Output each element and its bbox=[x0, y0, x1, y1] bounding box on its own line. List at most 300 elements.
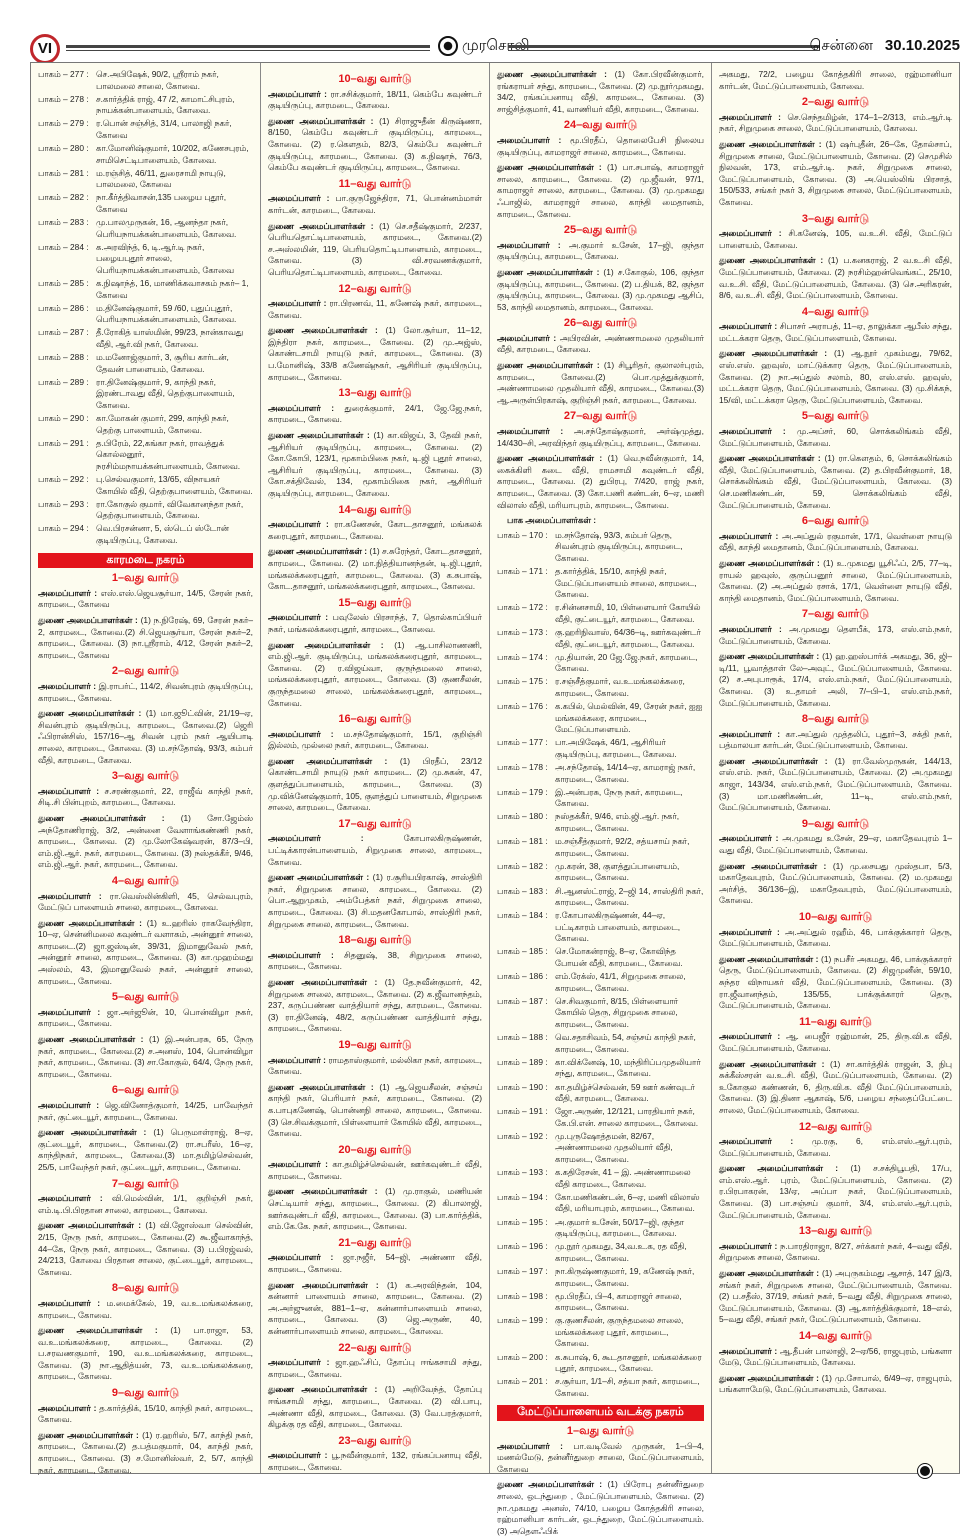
role-label: அமைப்பாளர் : bbox=[268, 298, 327, 309]
organizer-paragraph bbox=[38, 786, 253, 809]
booth-number: பாகம் – 294 : bbox=[38, 523, 89, 534]
role-label: அமைப்பாளர் : bbox=[719, 321, 778, 332]
booth-number: பாகம் – 286 : bbox=[38, 302, 89, 313]
booth-organizer: கா.விக்னேஷ், 10, மந்திரிப்பமுதலியார் சந்து, காரமடை, கோவை. bbox=[555, 1056, 701, 1079]
role-label: அமைப்பாளர் : bbox=[497, 426, 564, 437]
booth-number: பாகம் – 283 : bbox=[38, 217, 89, 228]
organizer-details: அகமது, 72/2, பழைய கோத்தகிரி சாலை, ரஹ்மானியா கார்டன், மேட்டுப்பாளையம், கோவை. bbox=[719, 69, 952, 91]
booth-number: பாகம் – 176 : bbox=[497, 701, 548, 712]
organizer-details: (1) சா.கார்த்திக் ராஜன், 3, நிபு சுக்கீஸ்சரன் வ.உ.சி. வீதி, மேட்டுப்பாளையம், கோவை. (2) உகோகுல கண்ணன், 6, திரு.வி.க. வீதி மேட்டுப்பாளையம், கோவை. (3) இ.தினா ஆகாஷ், 5/6, பழைய சந்தைப்பேட்டை சாலை, மேட்டுப்பாளையம், கோவை. bbox=[719, 1058, 953, 1115]
role-label: துணை அமைப்பாளர்கள் : bbox=[719, 651, 820, 662]
role-label: அமைப்பாளர் : bbox=[719, 623, 782, 634]
ward-heading: 19–வது வார்டு bbox=[338, 1038, 412, 1051]
organizer-paragraph bbox=[719, 255, 952, 301]
booth-number: பாகம் – 187 : bbox=[497, 995, 548, 1006]
booth-organizer: க.அரவிந்த், 6, டி.ஆர்.டி நகர், பழையபுதூர் சாலை, பெரியநாயக்கன்பாளையம், கோவை bbox=[96, 241, 235, 275]
role-label: அமைப்பாளர் : bbox=[497, 1440, 563, 1451]
organizer-paragraph bbox=[719, 321, 952, 344]
role-label: அமைப்பாளர் : bbox=[268, 1252, 334, 1263]
page-marker-icon bbox=[918, 1464, 932, 1478]
booth-organizer: சி.ஆனஸ்ட்ராஜ், 2–ஜி 14, சாஸ்திரி நகர், காரமடை, கோவை. bbox=[555, 885, 704, 908]
ward-heading: 24–வது வார்டு bbox=[563, 119, 638, 132]
booth-number: பாகம் – 188 : bbox=[497, 1032, 548, 1043]
organizer-details: இ.ராபர்ட், 114/2, சிவன்புரம் குடியிருப்பு, காரமடை, கோவை. bbox=[38, 681, 253, 703]
booth-number: பாகம் – 281 : bbox=[38, 167, 89, 178]
organizer-paragraph bbox=[268, 193, 482, 216]
ward-heading: 14–வது வார்டு bbox=[798, 1330, 873, 1342]
organizer-paragraph bbox=[719, 1136, 952, 1159]
organizer-paragraph bbox=[268, 729, 482, 752]
organizer-details: (1) கோ.பிரவீன்குமார், ரங்கராயர் சந்து, காரமடை, கோவை. (2) மு.நூர்முகமது, 34/2, ரங்கப்பனாயு வீதி, காரமடை, கோவை. (3) சாஜ்சித்குமார், 41, வாணியர் வீதி, காரமடை, கோவை. bbox=[497, 69, 705, 114]
organizer-paragraph bbox=[268, 221, 482, 279]
booth-entry bbox=[497, 627, 704, 650]
organizer-paragraph bbox=[268, 1186, 482, 1232]
organizer-details: (1) ச.சக்திபூபதி, 17/ப, எம்.எஸ்.ஆர். புரம், மேட்டுப்பாளையம், கோவை. (2) ர.பிரபாகரன், 13/ஏ, அப்பா நகர், மேட்டுப்பாளையம், கோவை. (3) பா.சஞ்சய் குமார், 3/4, எம்.எஸ்.ஆர்.புரம், மேட்டுப்பாளையம், கோவை. bbox=[719, 1163, 953, 1220]
organizer-details: (1) ஆ.நூர் முகம்மது, 79/62, எஸ்.எஸ். ஹவுஸ், மாட்டுக்கார தெரு, மேட்டுப்பாளையம், கோவை. (2) நா.அப்துல் சலாம், 80, எஸ்.எஸ். ஹவுஸ், மட்டக்கரா தெரு, மேட்டுப்பாளையம், கோவை. (3) மு.சிக்கந், 15/வி, மட்டக்கரா தெரு, மேட்டுப்பாளையம், கோவை. bbox=[719, 348, 953, 405]
booth-entry bbox=[497, 1167, 704, 1190]
organizer-paragraph bbox=[38, 813, 253, 871]
organizer-paragraph bbox=[719, 1268, 952, 1326]
booth-entry bbox=[38, 352, 253, 375]
organizer-paragraph bbox=[38, 681, 253, 704]
booth-number: பாகம் – 194 : bbox=[497, 1191, 548, 1202]
organizer-details: ஜா.நஜீர், 54–ஜி, அண்ணா வீதி, காரமடை, கோவை. bbox=[268, 1252, 482, 1275]
booth-entry bbox=[497, 1217, 704, 1240]
role-label: அமைப்பாளர் : bbox=[268, 728, 334, 739]
organizer-paragraph bbox=[719, 69, 952, 92]
organizer-details: சி.கனேஷ், 105, வ.உ.சி. வீதி, மேட்டுப் பாளையம், கோவை. bbox=[719, 228, 952, 250]
organizer-details: பா.வடிவேல் முருகன், 1–பி–4, மணல்மேடு, தன்னீர்துறை சாலை, மேட்டுப்பாளையம், கோவை bbox=[497, 1440, 704, 1474]
organizer-details: (1) பா.சபாஷ், காமராஜர் சாலை, காரமடை, கோவை. (2) மு.ஜீவன், 97/1, காமராஜர் சாலை, காரமடை, கோவை. (3) மு.முகமது ஃபாஜில், காமராஜர் சாலை, காந்தி மைதானம், காரமடை, கோவை. bbox=[497, 162, 705, 219]
organizer-paragraph bbox=[38, 918, 253, 988]
booth-number: பாகம் – 201 : bbox=[497, 1376, 548, 1387]
booth-number: பாகம் – 179 : bbox=[497, 786, 548, 797]
ward-heading: 17–வது வார்டு bbox=[338, 817, 412, 830]
role-label: துணை அமைப்பாளர்கள் : bbox=[268, 976, 378, 987]
organizer-paragraph bbox=[38, 1430, 253, 1476]
role-label: அமைப்பாளர் : bbox=[497, 239, 561, 250]
booth-entry bbox=[497, 602, 704, 625]
ward-heading: 12–வது வார்டு bbox=[338, 282, 412, 295]
booth-entry bbox=[497, 1032, 704, 1055]
organizer-details: (1) ர.ஹரிஸ், 5/7, காந்தி நகர், காரமடை, கோவை.(2) த.பத்மகுமார், 04, காந்தி நகர், காரமடை, கோவை. (3) ச.மோனிஸ்வர், 2, 5/7, காந்தி நகர், காரமடை, கோவை. bbox=[38, 1429, 253, 1475]
role-label: அமைப்பாளர் : bbox=[38, 681, 97, 691]
ward-heading: 4–வது வார்டு bbox=[801, 305, 870, 318]
role-label: துணை அமைப்பாளர்கள் : bbox=[497, 1479, 603, 1490]
role-label: அமைப்பாளர் : bbox=[719, 1136, 794, 1147]
ward-heading: 10–வது வார்டு bbox=[798, 911, 873, 923]
organizer-details: (1) உ.ஹரிஸ் ராகவேந்திரா, 10–ஏ, சென்னிமலை கவுண்டர் வளாகம், அன்னூர் சாலை, காரமடை.(2) ஜா.ஜஸ்டின், 39/31, இமானுவேல் நகர், அன்னூர் சாலை, காரமடை, கோவை. (3) கா.முஹம்மது அஸ்லம், 43, இமானுவேல் நகர், அன்னூர் சாலை, காரமடை, கோவை. bbox=[38, 917, 254, 986]
role-label: துணை அமைப்பாளர்கள் : bbox=[719, 557, 820, 568]
booth-number: பாகம் – 292 : bbox=[38, 474, 89, 485]
role-label: அமைப்பாளர் : bbox=[38, 785, 100, 796]
organizer-paragraph bbox=[719, 756, 952, 814]
ward-heading: 3–வது வார்டு bbox=[801, 212, 870, 225]
organizer-paragraph bbox=[497, 360, 704, 406]
booth-organizer: வெ.பிரசன்னா, 5, ஸ்டெப் ஸ்டோன் குடியிருப்பு, கோவை. bbox=[96, 523, 229, 546]
organizer-paragraph bbox=[268, 1055, 482, 1078]
booth-number: பாகம் – 183 : bbox=[497, 885, 548, 896]
role-label: துணை அமைப்பாளர்கள் : bbox=[38, 1429, 139, 1440]
ward-heading: 1–வது வார்டு bbox=[566, 1425, 635, 1438]
booth-number: பாகம் – 282 : bbox=[38, 192, 89, 203]
booth-organizer: கா.மோனிஷ்குமார், 10/202, கணேசபுரம், சாமிசெட்டிபாளையம், கோவை. bbox=[96, 143, 249, 165]
role-label: துணை அமைப்பாளர்கள் : bbox=[38, 1325, 158, 1336]
booth-organizer: ம.சஞ்சீத்குமார், 92/2, சத்யசாய் நகர், காரமடை, கோவை. bbox=[555, 836, 690, 858]
organizer-paragraph bbox=[268, 403, 482, 426]
organizer-paragraph bbox=[719, 624, 952, 647]
ward-heading: 22–வது வார்டு bbox=[338, 1341, 412, 1354]
organizer-paragraph bbox=[268, 116, 482, 174]
organizer-paragraph bbox=[719, 112, 952, 135]
organizer-paragraph bbox=[719, 426, 952, 449]
subheading: பாக அமைப்பாளர்கள் : bbox=[507, 515, 597, 526]
organizer-details: எஸ்.எஸ்.ஜெயசூர்யா, 14/5, சேரன் நகர், காரமடை, கோவை bbox=[38, 587, 253, 610]
role-label: துணை அமைப்பாளர்கள் : bbox=[497, 453, 603, 464]
booth-number: பாகம் – 199 : bbox=[497, 1315, 548, 1326]
role-label: துணை அமைப்பாளர்கள் : bbox=[268, 430, 370, 441]
booth-entry bbox=[38, 242, 253, 277]
organizer-paragraph bbox=[268, 756, 482, 814]
booth-entry bbox=[38, 192, 253, 215]
ward-heading: 11–வது வார்டு bbox=[799, 1015, 872, 1028]
role-label: துணை அமைப்பாளர்கள் : bbox=[38, 917, 142, 928]
organizer-details: சிதனுஷ், 38, சிறுமுகை சாலை, காரமடை, கோவை. bbox=[268, 949, 482, 972]
organizer-paragraph bbox=[38, 891, 253, 914]
role-label: துணை அமைப்பாளர்கள் : bbox=[38, 1034, 144, 1045]
dateline bbox=[810, 37, 960, 56]
booth-number: பாகம் – 200 : bbox=[497, 1351, 548, 1362]
booth-entry bbox=[497, 1315, 704, 1350]
role-label: துணை அமைப்பாளர்கள் : bbox=[719, 1163, 839, 1174]
booth-entry bbox=[497, 861, 704, 884]
organizer-paragraph bbox=[719, 927, 952, 950]
role-label: துணை அமைப்பாளர்கள் : bbox=[268, 546, 368, 557]
role-label: அமைப்பாளர் : bbox=[268, 612, 329, 623]
organizer-paragraph bbox=[268, 325, 482, 383]
organizer-details: (1) கா.விஜய், 3, தேவி நகர், ஆசிரியர் குடியிருப்பு, காரமடை, கோவை. (2) கோ.கோபி, 123/1, மூகாம்பிகை நகர், டி.ஜி புதூர் சாலை, ஆசிரியர் குடியிருப்பு, காரமடை, கோவை. (3) கோ.சக்திவேல், 134, மூகாம்பிகை நகர், ஆசிரியர் குடியிருப்பு, காரமடை, கோவை. bbox=[268, 430, 482, 498]
role-label: அமைப்பாளர் : bbox=[268, 1450, 328, 1461]
booth-entry bbox=[497, 737, 704, 760]
booth-organizer: வெ.சதாசிவம், 54, சஞ்சய் காந்தி நகர், காரமடை, கோவை. bbox=[555, 1032, 696, 1054]
booth-entry bbox=[38, 438, 253, 473]
booth-number: பாகம் – 288 : bbox=[38, 352, 89, 363]
booth-entry bbox=[497, 836, 704, 859]
booth-number: பாகம் – 184 : bbox=[497, 910, 548, 921]
booth-entry bbox=[38, 69, 253, 92]
ward-heading: 12–வது வார்டு bbox=[798, 1120, 873, 1133]
booth-entry bbox=[497, 787, 704, 810]
organizer-details: சிபாசர் அராபத், 11–ஏ, தாலுக்கா ஆபீஸ் சந்து, மட்டக்கரா தெரு, மேட்டுப்பாளையம், கோவை. bbox=[719, 321, 952, 343]
booth-organizer: மு.கரன், 38, குளத்துப்பாளையம், காரமடை, கோவை. bbox=[555, 860, 680, 883]
organizer-paragraph bbox=[719, 729, 952, 752]
organizer-details: (1) உ.முகமது யூசிஃப், 2/5, 77–டி, ராயல் ஹவுஸ், குருப்பனூர் சாலை, மேட்டுப்பாளையம், கோவை. (2) அ.அப்துல் ரசாக், 17/1, வெள்ளை நாயுடு வீதி, காந்தி மைதானம், மேட்டுப்பாளையம், கோவை. bbox=[719, 557, 952, 603]
role-label: துணை அமைப்பாளர்கள் : bbox=[38, 615, 138, 626]
newspaper-name: முரசொலி bbox=[462, 36, 530, 54]
organizer-details: (1) ஆ.பாசிலாணணி, எம்.ஜி.ஆர். குடியிருப்பு, மங்கலக்கரைபுதூர், காரமடை, கோவை. (2) ர.விஜய்வா, குருந்தமலை சாலை, மங்கலக்கரைபுதூர், காரமடை, கோவை. (3) குணசீலன், குருந்தமலை சாலை, மங்கலக்கரைபுதூர், காரமடை, கோவை. bbox=[268, 639, 483, 708]
organizer-details: (1) லோ.சூர்யா, 11–12, இந்திரா நகர், காரமடை, கோவை. (2) மு.அஜ்ஸ், கொண்டசாமி நாயுடு நகர், காரமடை, கோவை. (3) ப.மோனிஷ், 33/8 கணேஷ்நகர், ஆசிரியர் குடியிருப்பு, காரமடை, கோவை. bbox=[268, 325, 482, 382]
ward-heading: 13–வது வார்டு bbox=[338, 387, 412, 400]
booth-organizer: கா.மோகன் குமார், 299, காந்தி நகர், தெற்கு பாளையம், கோவை. bbox=[96, 413, 229, 435]
booth-entry bbox=[38, 499, 253, 522]
organizer-details: (1) ச.கோகுல், 106, குந்தா குடியிருப்பு, காரமடை, கோவை. (2) ப.தியக், 82, குந்தா குடியிருப்பு, காரமடை, கோவை. (3) மு.முகமது ஆசிப், 53, காந்தி மைதானம், காரமடை, கோவை. bbox=[497, 266, 704, 312]
organizer-paragraph bbox=[719, 348, 952, 406]
ward-heading: 2–வது வார்டு bbox=[111, 665, 180, 678]
ward-heading: 7–வது வார்டு bbox=[111, 1177, 180, 1190]
booth-organizer: மூ.பிரதீப், பி–4, காமராஜர் சாலை, காரமடை, கோவை. bbox=[555, 1290, 682, 1313]
booth-organizer: ரா.கோகுல் குமார், விவேகானந்தா நகர், தெற்குபாளையம், கோவை. bbox=[96, 498, 244, 521]
organizer-details: (1) வெ.நவீன்குமார், 14, கைக்கிளி கடை வீதி, ராமசாமி கவுண்டர் வீதி, காரமடை, கோவை. (2) துபிரபு, 7/420, ராஜ் நகர், காரமடை, கோவை. (3) கோ.பணி கண்டன், 6–ஏ, மணி விலாஸ் வீதி, மரியாபுரம், காரமடை, கோவை. bbox=[497, 453, 704, 510]
role-label: துணை அமைப்பாளர்கள் : bbox=[497, 266, 600, 277]
organizer-details: வி.மெல்வின், 1/1, குறிஞ்சி நகர், எம்.டி.பி.பிரதான சாலை, காரமடை, கோவை. bbox=[38, 1193, 253, 1215]
booth-organizer: கோ.மணிகண்டன், 6–ஏ, மணி விலாஸ் வீதி, மரியாபுரம், காரமடை, கோவை. bbox=[555, 1191, 700, 1214]
organizer-paragraph bbox=[38, 1298, 253, 1321]
organizer-paragraph bbox=[38, 588, 253, 611]
booth-entry bbox=[38, 94, 253, 117]
header-rule-right bbox=[508, 45, 820, 51]
booth-entry bbox=[38, 143, 253, 166]
organizer-paragraph bbox=[38, 708, 253, 766]
booth-number: பாகம் – 279 : bbox=[38, 118, 89, 129]
organizer-paragraph bbox=[268, 1450, 482, 1473]
organizer-paragraph bbox=[268, 298, 482, 321]
organizer-details: அ.முகமது தௌபீக், 173, எஸ்.எம்.நகர், மேட்டுப்பாளையம், கோவை. bbox=[719, 623, 952, 646]
booth-number: பாகம் – 171 : bbox=[497, 566, 548, 577]
booth-number: பாகம் – 174 : bbox=[497, 651, 548, 662]
ward-heading: 1–வது வார்டு bbox=[111, 572, 180, 585]
organizer-details: (1) ச.சுரேந்தர், கோட.தாசனூர், காரமடை, கோவை. (2) மா.நித்தியானந்தன், டி.ஜி.புதூர், மங்கலக்கரைபுதூர், காரமடை, கோவை. (3) க.சுபாஷ், கோட.தாசனூர், மங்கலக்கரைபுதூர், காரமடை, கோவை. bbox=[268, 546, 482, 592]
role-label: துணை அமைப்பாளர்கள் : bbox=[497, 69, 607, 79]
organizer-details: (1) ர.சூரியபிரகாஷ், சாஸ்திரி நகர், சிறுமுகை சாலை, காரமடை, கோவை. (2) பொ.ஆறுமுகம், அம்பேத்கர் நகர், சிறுமுகை சாலை, காரமடை, கோவை. (3) சி.மதனகோபால், சாஸ்திரி நகர், சிறுமுகை சாலை, காரமடை, கோவை. bbox=[268, 872, 482, 929]
organizer-details: ச.சரண்குமார், 22, ராஜீவ் காந்தி நகர், சிடி.சி பின்புறம், காரமடை, கோவை. bbox=[38, 785, 253, 808]
ward-heading: 26–வது வார்டு bbox=[563, 317, 638, 330]
organizer-details: (1) ரா.கௌதம், 6, சொக்கலிங்கம் வீதி, மேட்டுப்பாளையம், கோவை. (2) த.பிரவீன்குமார், 18, சொக்கலிங்கம் வீதி, மேட்டுப்பாளையம், கோவை. (3) செ.மணிகண்டன், 59, சொக்கலிங்கம் வீதி, மேட்டுப்பாளையம், கோவை. bbox=[719, 453, 952, 510]
booth-entry bbox=[497, 1291, 704, 1314]
booth-organizer: ர.சஞ்சீத்குமார், வ.உ.மங்கலக்கரை, காரமடை, கோவை. bbox=[555, 676, 685, 698]
organizer-details: த.கார்த்திக், 15/10, காந்தி நகர், காரமடை, கோவை. bbox=[38, 1402, 253, 1425]
role-label: அமைப்பாளர் : bbox=[38, 1297, 101, 1308]
organizer-details: (1) நபசீர் அகமது, 46, பாக்குக்காரர் தெரு, மேட்டுப்பாளையம், கோவை. (2) சிஜமுனீன், 59/10, சுந்தர விநாயகர் வீதி, மேட்டுப்பாளையம், கோவை. (3) ரா.ஜீவானந்தம், 135/55, பாக்குக்காரர் தெரு, மேட்டுப்பாளையம், கோவை. bbox=[719, 953, 953, 1011]
organizer-paragraph bbox=[719, 1241, 952, 1264]
ward-heading: 5–வது வார்டு bbox=[801, 410, 870, 423]
organizer-details: ஜா.ஹஃசிப், தோப்பு ஈங்கசாமி சந்து, காரமடை, கோவை. bbox=[268, 1357, 482, 1379]
role-label: துணை அமைப்பாளர்கள் : bbox=[497, 162, 602, 173]
organizer-paragraph bbox=[719, 558, 952, 604]
booth-entry bbox=[497, 1241, 704, 1264]
booth-entry bbox=[497, 1266, 704, 1289]
role-label: துணை அமைப்பாளர்கள் : bbox=[719, 1058, 825, 1069]
role-label: துணை அமைப்பாளர்கள் : bbox=[719, 755, 828, 766]
booth-organizer: கு.குணசீலன், குருந்தமலை சாலை, மங்கலக்கரை புதூர், காரமடை, கோவை. bbox=[555, 1315, 684, 1349]
booth-entry bbox=[497, 1352, 704, 1375]
ward-heading: 23–வது வார்டு bbox=[338, 1434, 412, 1447]
booth-number: பாகம் – 185 : bbox=[497, 946, 548, 957]
booth-entry bbox=[497, 1192, 704, 1215]
organizer-paragraph bbox=[497, 453, 704, 511]
booth-organizer: பு.செல்வகுமார், 13/65, விநாயகர் கோயில் வீதி, தெற்குபாளையம், கோவை. bbox=[96, 474, 253, 496]
booth-entry bbox=[497, 971, 704, 994]
booth-organizer: கா.தமிழ்ச்செல்வன், 59 ஊர் கண்வுடர் வீதி, காரமடை, கோவை. bbox=[555, 1081, 695, 1104]
role-label: துணை அமைப்பாளர்கள் : bbox=[268, 872, 370, 883]
organizer-paragraph bbox=[38, 1100, 253, 1123]
organizer-paragraph bbox=[268, 1384, 482, 1430]
booth-number: பாகம் – 198 : bbox=[497, 1290, 548, 1301]
organizer-paragraph bbox=[497, 1479, 704, 1537]
role-label: அமைப்பாளர் : bbox=[268, 833, 364, 844]
column-3 bbox=[489, 63, 711, 1536]
booth-number: பாகம் – 280 : bbox=[38, 143, 89, 154]
organizer-details: பா.குருஜேந்திரா, 71, பொன்னம்மாள் கார்டன், காரமடை, கோவை. bbox=[268, 193, 482, 215]
ward-heading: 5–வது வார்டு bbox=[111, 991, 180, 1004]
booth-organizer: அ.சந்தோஷ், 14/14–ஏ, காமராஜ் நகர், காரமடை, கோவை. bbox=[555, 762, 696, 784]
organizer-details: கா.அப்துல் முத்தலிப், புதூர்–3, சக்தி நகர், பத்மாலயா கார்டன், மேட்டுப்பாளையம், கோவை. bbox=[719, 728, 952, 751]
role-label: அமைப்பாளர் : bbox=[719, 530, 779, 541]
organizer-paragraph bbox=[719, 833, 952, 856]
role-label: அமைப்பாளர் : bbox=[38, 1402, 97, 1413]
booth-entry bbox=[497, 566, 704, 601]
organizer-details: பூ.நவீன்குமார், 132, ரங்கப்பனாயு வீதி, காரமடை, கோவை. bbox=[268, 1450, 482, 1472]
booth-organizer: தீ.ரோகித் யாஸ்மின், 99/23, நான்காவது வீதி, ஆர்.வி நகர், கோவை. bbox=[96, 327, 244, 350]
booth-entry bbox=[38, 303, 253, 326]
organizer-details: (1) பிரதீப், 23/12 கொண்டசாமி நாயுடு நகர் காரமடை. (2) மு.சுகன், 47, குளத்துப்பாளையம், காரமடை, கோவை. (3) மு.விக்னேஷ்குமார், 105, குளத்துப் பாளையம், சிறுமுகை சாலை, காரமடை, கோவை. bbox=[268, 755, 483, 813]
ward-heading: 2–வது வார்டு bbox=[801, 96, 870, 109]
organizer-paragraph bbox=[719, 453, 952, 511]
booth-organizer: நஸ்தக்கீர், 9/46, எம்.ஜி.ஆர். நகர், காரமடை, கோவை. bbox=[555, 811, 680, 834]
booth-entry bbox=[497, 530, 704, 565]
organizer-details: கா.தமிழ்ச்செல்வன், ஊர்கவுண்டர் வீதி, காரமடை, கோவை. bbox=[268, 1159, 482, 1181]
organizer-paragraph bbox=[719, 531, 952, 554]
booth-number: பாகம் – 186 : bbox=[497, 971, 548, 982]
column-2 bbox=[260, 63, 489, 1473]
booth-entry bbox=[497, 1376, 704, 1399]
organizer-details: மு.அப்சர், 60, சொக்கலிங்கம் வீதி, மேட்டுப்பாளையம், கோவை. bbox=[719, 426, 952, 448]
organizer-details: துரைக்குமார், 24/1, ஜே.ஜே.நகர், காரமடை, கோவை. bbox=[268, 402, 482, 425]
role-label: அமைப்பாளர் : bbox=[38, 1100, 100, 1110]
organizer-details: (1) ஹ.ஹஸ்பார்க் அகமது, 36, ஜி–டி/11, பூவாத்தாள் லே–அவுட், மேட்டுப்பாளையம், கோவை. (2) ச.அபுபாரூக், 17/4, எஸ்.எம்.நகர், மேட்டுப்பாளையம், கோவை. (3) உ.தாமர் அலி, 7/–பி–1, எஸ்.எம்.நகர், மேட்டுப்பாளையம், கோவை. bbox=[719, 651, 953, 708]
role-label: அமைப்பாளர் : bbox=[268, 1054, 326, 1065]
organizer-paragraph bbox=[268, 1357, 482, 1380]
organizer-paragraph bbox=[268, 977, 482, 1035]
organizer-paragraph bbox=[268, 833, 482, 868]
section-banner: காரமடை நகரம் bbox=[38, 553, 253, 569]
booth-number: பாகம் – 285 : bbox=[38, 278, 89, 289]
section-banner: மேட்டுப்பாளையம் வடக்கு நகரம் bbox=[497, 1405, 704, 1421]
ward-heading: 18–வது வார்டு bbox=[338, 934, 412, 947]
ward-heading: 15–வது வார்டு bbox=[338, 596, 412, 609]
organizer-paragraph bbox=[38, 1325, 253, 1383]
organizer-paragraph bbox=[268, 1280, 482, 1338]
role-label: துணை அமைப்பாளர்கள் : bbox=[38, 708, 142, 719]
organizer-paragraph bbox=[497, 135, 704, 158]
ward-heading: 9–வது வார்டு bbox=[111, 1387, 180, 1400]
organizer-details: அ.அப்துல் ரகுமான், 17/1, வெள்ளை நாயுடு வீதி, காந்தி மைதானம், மேட்டுப்பாளையம், கோவை. bbox=[719, 530, 952, 553]
organizer-paragraph bbox=[497, 69, 704, 115]
booth-organizer: ம.மனோஜ்குமார், 3, சூரிய கார்டன், தேவன் பாளையம், கோவை. bbox=[96, 352, 229, 374]
booth-organizer: மு.புருஷோத்தமன், 82/67, அண்ணாமலை முதலியார் வீதி, காரமடை, கோவை. bbox=[555, 1130, 673, 1165]
role-label: அமைப்பாளர் : bbox=[719, 728, 781, 739]
organizer-paragraph bbox=[719, 1031, 952, 1054]
organizer-details: மூ.பிரதீப், தொலைபேசி நிலைய குடியிருப்பு, காமராஜர் சாலை, காரமடை, கோவை. bbox=[497, 134, 704, 157]
role-label: துணை அமைப்பாளர்கள் : bbox=[268, 1384, 378, 1395]
booth-organizer: மு.பாலமுருகன், 16, ஆனந்தா நகர், பெரியநாயக்கன்பாளையம், கோவை. bbox=[96, 217, 237, 239]
booth-entry bbox=[497, 1106, 704, 1129]
booth-organizer: நா.கீர்த்திவாசன்,135 பழைய புதூர், கோவை bbox=[96, 192, 227, 215]
organizer-paragraph bbox=[497, 426, 704, 449]
booth-number: பாகம் – 284 : bbox=[38, 241, 89, 252]
role-label: அமைப்பாளர் : bbox=[497, 332, 557, 343]
ward-heading: 6–வது வார்டு bbox=[111, 1084, 180, 1097]
ward-heading: 27–வது வார்டு bbox=[563, 410, 638, 423]
organizer-details: (1) பா.ராஜா, 53, வ.உ.மங்கலக்கரை, காரமடை, கோவை. (2) ப.சரவணகுமார், 190, வ.உ.மங்கலக்கரை, காரமடை, கோவை. (3) நா.ஆதித்யன், 73, வ.உ.மங்கலக்கரை, காரமடை, கோவை. bbox=[38, 1325, 254, 1382]
booth-entry bbox=[38, 474, 253, 497]
booth-entry bbox=[497, 886, 704, 909]
organizer-details: ம.சந்தோஷ்குமார், 15/1, குறிஞ்சி இல்லம், முல்லை நகர், காரமடை, கோவை. bbox=[268, 728, 482, 751]
organizer-paragraph bbox=[497, 240, 704, 263]
organizer-paragraph bbox=[38, 1007, 253, 1030]
booth-entry bbox=[38, 523, 253, 546]
booth-entry bbox=[38, 327, 253, 350]
role-label: துணை அமைப்பாளர்கள் : bbox=[268, 115, 374, 126]
role-label: அமைப்பாளர் : bbox=[38, 587, 98, 598]
role-label: அமைப்பாளர் : bbox=[268, 1357, 330, 1368]
role-label: அமைப்பாளர் : bbox=[38, 1193, 103, 1204]
role-label: துணை அமைப்பாளர்கள் : bbox=[497, 360, 600, 371]
role-label: துணை அமைப்பாளர்கள் : bbox=[719, 953, 819, 964]
booth-number: பாகம் – 192 : bbox=[497, 1130, 548, 1141]
ward-heading: 14–வது வார்டு bbox=[338, 503, 412, 516]
role-label: துணை அமைப்பாளர்கள் : bbox=[719, 348, 828, 359]
date: 30.10.2025 bbox=[884, 37, 960, 54]
booth-number: பாகம் – 290 : bbox=[38, 413, 89, 424]
booth-entry bbox=[38, 217, 253, 240]
booth-number: பாகம் – 173 : bbox=[497, 627, 548, 638]
booth-organizer: ர.சின்னசாமி, 10, பிள்ளையார் கோயில் வீதி, குட்டையூர், காரமடை, கோவை. bbox=[555, 602, 701, 624]
organizer-details: (1) சிராஜுதீன் கிருஷ்ணா, 8/150, கெம்பே கவுண்டர் குடியிருப்பு, காரமடை, கோவை. (2) ர.கௌதம், 82/3, கெம்பே கவுண்டர் குடியிருப்பு, காரமடை, கோவை. (3) க.நிஷாந், 76/3, கெம்பே கவுண்டர் குடியிருப்பு, காரமடை, கோவை. bbox=[268, 115, 483, 173]
booth-entry bbox=[497, 811, 704, 834]
role-label: துணை அமைப்பாளர்கள் : bbox=[38, 1127, 147, 1138]
role-label: அமைப்பாளர் : bbox=[268, 949, 334, 960]
header-rule-left bbox=[66, 45, 430, 51]
booth-number: பாகம் – 293 : bbox=[38, 498, 89, 509]
role-label: அமைப்பாளர் : bbox=[268, 193, 330, 204]
organizer-paragraph bbox=[38, 1403, 253, 1426]
organizer-paragraph bbox=[719, 228, 952, 251]
organizer-details: அபிரவின், அண்ணாமலை முதலியார் வீதி, காரமடை, கோவை. bbox=[497, 332, 704, 355]
role-label: அமைப்பாளர் : bbox=[719, 228, 782, 239]
booth-organizer: ச.சூர்யா, 1/1–சி, சத்யா நகர், காரமடை, கோவை. bbox=[555, 1376, 700, 1398]
role-label: அமைப்பாளர் : bbox=[38, 1006, 101, 1017]
role-label: அமைப்பாளர் : bbox=[719, 1345, 778, 1356]
organizer-paragraph bbox=[268, 640, 482, 710]
booth-number: பாகம் – 196 : bbox=[497, 1241, 548, 1252]
ward-heading: 20–வது வார்டு bbox=[338, 1143, 412, 1156]
organizer-details: ம.மைக்கேல், 19, வ.உ.மங்கலக்கரை, காரமடை, கோவை. bbox=[38, 1297, 253, 1320]
booth-number: பாகம் – 277 : bbox=[38, 69, 89, 79]
booth-number: பாகம் – 278 : bbox=[38, 93, 89, 104]
booth-number: பாகம் – 193 : bbox=[497, 1167, 548, 1178]
role-label: அமைப்பாளர் : bbox=[719, 1031, 781, 1042]
role-label: துணை அமைப்பாளர்கள் : bbox=[268, 220, 374, 231]
organizer-paragraph bbox=[268, 1082, 482, 1140]
organizer-details: ரா.கணேசன், கோட.தாசனூர், மங்கலக் கரைபுதூர், காரமடை, கோவை. bbox=[268, 519, 482, 541]
organizer-details: (1) மு.சையது முஸ்தபா, 5/3, மகாதேவபுரம், மேட்டுப்பாளையம், கோவை. (2) ம.முகமது அர்சித், 36/136–இ, மகாதேவபுரம், மேட்டுப்பாளையம், கோவை. bbox=[719, 860, 952, 906]
booth-number: பாகம் – 178 : bbox=[497, 762, 548, 773]
booth-entry bbox=[497, 1131, 704, 1166]
ward-heading: 6–வது வார்டு bbox=[801, 515, 870, 528]
organizer-details: ராமதாஸ்குமார், மல்லிகா நகர், காரமடை, கோவை. bbox=[268, 1054, 482, 1077]
booth-entry bbox=[38, 168, 253, 191]
ward-heading: 25–வது வார்டு bbox=[563, 224, 638, 237]
